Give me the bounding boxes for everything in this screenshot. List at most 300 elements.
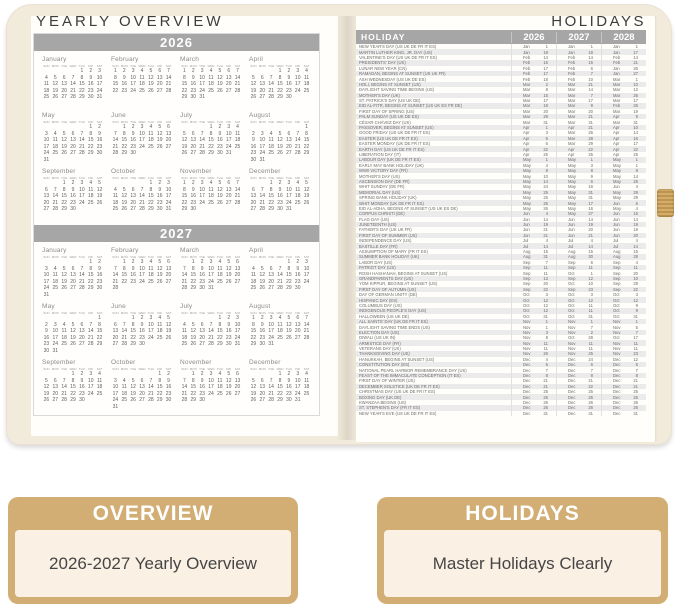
- holiday-date: Sep 13: [511, 276, 556, 281]
- holiday-name: DAYLIGHT SAVING TIME BEGINS (US): [359, 87, 435, 93]
- weekday-header: SUN MON TUE WED THU FRI SAT: [112, 120, 172, 124]
- holiday-date: Oct 12: [601, 297, 646, 302]
- month-december-2027: [249, 358, 311, 414]
- day-grid: 1 2 3 4 5 6 7 8 9 10 11 12 13 14 15 16 17 18 19 20 21 22 23 24 25 26 27 28 29 30 31: [181, 315, 241, 348]
- holiday-date: Jun 14: [511, 217, 556, 222]
- holiday-date: Dec 26: [511, 405, 556, 410]
- holiday-date: Apr 16: [601, 136, 646, 141]
- holiday-date: Feb 17: [511, 71, 556, 76]
- holiday-name: EID AL-ADHA, BEGINS AT SUNSET (US UK ES DE): [359, 205, 458, 211]
- holiday-date: May 8: [556, 168, 601, 173]
- holiday-date: Mar 19: [511, 103, 556, 108]
- holiday-date: Oct 9: [601, 303, 646, 308]
- day-grid: 1 2 3 4 5 6 7 8 9 10 11 12 13 14 15 16 17 18 19 20 21 22 23 24 25 26 27 28: [112, 259, 172, 292]
- holiday-date: Dec 21: [601, 378, 646, 383]
- day-grid: 1 2 3 4 5 6 7 8 9 10 11 12 13 14 15 16 17 18 19 20 21 22 23 24 25 26 27 28 29 30: [112, 315, 172, 348]
- holiday-date: Feb 6: [556, 66, 601, 71]
- holiday-date: May 1: [601, 163, 646, 168]
- holiday-date: Mar 17: [601, 98, 646, 103]
- holiday-date: Dec 26: [556, 405, 601, 410]
- holiday-date: Jan 27: [601, 71, 646, 76]
- weekday-header: SUN MON TUE WED THU FRI SAT: [112, 176, 172, 180]
- holiday-date: Nov 7: [601, 330, 646, 335]
- weekday-header: SUN MON TUE WED THU FRI SAT: [181, 311, 241, 315]
- month-september-2026: [42, 167, 104, 223]
- holiday-date: Mar 1: [601, 76, 646, 81]
- month-name: October: [111, 168, 136, 175]
- holiday-date: Sep 11: [511, 265, 556, 270]
- month-january-2026: [42, 55, 104, 111]
- holiday-date: May 17: [556, 200, 601, 205]
- holiday-date: May 16: [556, 184, 601, 189]
- holiday-date: May 6: [556, 179, 601, 184]
- holiday-date: Feb 14: [511, 55, 556, 60]
- holiday-date: May 3: [556, 163, 601, 168]
- month-name: August: [249, 303, 271, 310]
- holiday-date: Jun 20: [601, 233, 646, 238]
- holiday-date: Dec 31: [601, 411, 646, 416]
- holiday-date: Jun 20: [556, 227, 601, 232]
- holiday-date: Nov 26: [511, 351, 556, 356]
- holiday-name: FIRST DAY OF SUMMER (US): [359, 232, 417, 238]
- holiday-date: Dec 26: [601, 405, 646, 410]
- holiday-date: Oct 12: [511, 297, 556, 302]
- holiday-date: Nov 5: [601, 324, 646, 329]
- holiday-name: PALM SUNDAY (US UK DE ES): [359, 114, 419, 120]
- day-grid: 1 2 3 4 5 6 7 8 9 10 11 12 13 14 15 16 17 18 19 20 21 22 23 24 25 26 27 28 29 30 31: [112, 371, 172, 410]
- month-january-2027: [42, 246, 104, 302]
- month-name: April: [249, 56, 264, 63]
- holiday-name: FIRST DAY OF WINTER (US): [359, 378, 415, 384]
- holiday-date: Nov 11: [556, 346, 601, 351]
- holiday-date: Nov 25: [556, 351, 601, 356]
- month-november-2026: [180, 167, 242, 223]
- month-march-2026: [180, 55, 242, 111]
- weekday-header: SUN MON TUE WED THU FRI SAT: [250, 367, 310, 371]
- holiday-name: CÉSAR CHÁVEZ DAY (US): [359, 119, 411, 125]
- holiday-name: MARTIN LUTHER KING, JR. DAY (US): [359, 49, 433, 55]
- holiday-date: Dec 25: [556, 389, 601, 394]
- months-grid-2027: [34, 242, 319, 416]
- holiday-name: CONSTITUTION DAY (ES): [359, 362, 410, 368]
- holiday-date: May 25: [511, 195, 556, 200]
- holiday-date: Apr 22: [601, 146, 646, 151]
- holiday-name: FIRST DAY OF AUTUMN (US): [359, 286, 416, 292]
- month-april-2027: [249, 246, 311, 302]
- holidays-feature-card: [377, 497, 668, 604]
- holiday-date: Sep 29: [601, 281, 646, 286]
- holiday-date: May 1: [601, 157, 646, 162]
- holiday-date: Jan 1: [511, 44, 556, 49]
- weekday-header: SUN MON TUE WED THU FRI SAT: [181, 255, 241, 259]
- day-grid: 1 2 3 4 5 6 7 8 9 10 11 12 13 14 15 16 17 18 19 20 21 22 23 24 25 26 27 28 29 30 31: [181, 68, 241, 101]
- holiday-date: Jun 4: [511, 211, 556, 216]
- holidays-card-header: HOLIDAYS: [465, 501, 580, 525]
- holiday-date: Mar 15: [511, 93, 556, 98]
- holiday-date: Mar 7: [556, 93, 601, 98]
- holiday-date: Oct 3: [511, 292, 556, 297]
- holiday-name: DAYLIGHT SAVING TIME ENDS (US): [359, 324, 430, 330]
- holiday-row: [356, 411, 646, 416]
- holiday-date: Mar 31: [601, 119, 646, 124]
- holiday-date: Jul 14: [556, 243, 601, 248]
- holiday-name: HANUKKAH, BEGINS AT SUNSET (US): [359, 356, 435, 362]
- holiday-date: Nov 8: [511, 335, 556, 340]
- holiday-name: SPRING BANK HOLIDAY (UK): [359, 195, 417, 201]
- holiday-date: Oct 31: [511, 314, 556, 319]
- holiday-date: Dec 6: [511, 362, 556, 367]
- holiday-date: Dec 7: [511, 367, 556, 372]
- holiday-name: GOOD FRIDAY (US UK DE FR IT ES): [359, 130, 430, 136]
- weekday-header: SUN MON TUE WED THU FRI SAT: [43, 367, 103, 371]
- holiday-name: WHIT SUNDAY (DE FR): [359, 184, 405, 190]
- holiday-name: LUNAR NEW YEAR (CN): [359, 65, 407, 71]
- holiday-date: Feb 7: [556, 71, 601, 76]
- holiday-date: Mar 19: [601, 109, 646, 114]
- holiday-date: May 29: [601, 190, 646, 195]
- holiday-name: HALLOWEEN (US UK DE): [359, 313, 410, 319]
- day-grid: 1 2 3 4 5 6 7 8 9 10 11 12 13 14 15 16 17 18 19 20 21 22 23 24 25 26 27 28 29 30: [112, 124, 172, 157]
- holiday-date: Apr 25: [511, 152, 556, 157]
- holiday-name: ST. PATRICK'S DAY (US UK DE): [359, 98, 421, 104]
- holiday-date: Jun 5: [601, 200, 646, 205]
- holiday-date: Sep 7: [511, 260, 556, 265]
- holiday-name: LABOUR DAY (UK DE FR IT ES): [359, 157, 421, 163]
- holiday-date: Dec 25: [511, 389, 556, 394]
- holiday-date: Jun 14: [601, 217, 646, 222]
- day-grid: 1 2 3 4 5 6 7 8 9 10 11 12 13 14 15 16 17 18 19 20 21 22 23 24 25 26 27 28 29 30 31: [250, 315, 310, 348]
- holiday-date: Jun 15: [601, 211, 646, 216]
- month-name: March: [180, 56, 200, 63]
- holiday-name: MOTHER'S DAY (UK): [359, 92, 400, 98]
- weekday-header: SUN MON TUE WED THU FRI SAT: [43, 311, 103, 315]
- holiday-date: Jan 19: [511, 49, 556, 54]
- weekday-header: SUN MON TUE WED THU FRI SAT: [250, 64, 310, 68]
- holiday-date: Dec 7: [601, 367, 646, 372]
- weekday-header: SUN MON TUE WED THU FRI SAT: [250, 176, 310, 180]
- holiday-date: May 31: [556, 195, 601, 200]
- holiday-date: May 4: [511, 163, 556, 168]
- holiday-date: Apr 6: [511, 141, 556, 146]
- holiday-name: EASTER (US UK DE FR IT ES): [359, 135, 418, 141]
- weekday-header: SUN MON TUE WED THU FRI SAT: [43, 120, 103, 124]
- weekday-header: SUN MON TUE WED THU FRI SAT: [112, 64, 172, 68]
- holiday-date: Sep 6: [556, 260, 601, 265]
- holiday-date: Mar 2: [511, 82, 556, 87]
- holiday-date: Oct 12: [511, 308, 556, 313]
- holiday-name: NEW YEAR'S DAY (US UK DE FR IT ES): [359, 44, 437, 50]
- month-july-2026: [180, 111, 242, 167]
- holiday-rows: [356, 44, 646, 416]
- holiday-date: Sep 22: [511, 287, 556, 292]
- holiday-date: Mar 29: [511, 114, 556, 119]
- holiday-date: Dec 6: [556, 362, 601, 367]
- holiday-name: ASH WEDNESDAY (US UK DE ES): [359, 76, 426, 82]
- overview-card-caption: 2026-2027 Yearly Overview: [15, 530, 291, 597]
- month-june-2027: [111, 302, 173, 358]
- holiday-date: Apr 3: [511, 130, 556, 135]
- day-grid: 1 2 3 4 5 6 7 8 9 10 11 12 13 14 15 16 17 18 19 20 21 22 23 24 25 26 27 28 29 30 31: [43, 259, 103, 298]
- month-may-2026: [42, 111, 104, 167]
- holiday-name: INDEPENDENCE DAY (US): [359, 238, 412, 244]
- month-july-2027: [180, 302, 242, 358]
- holiday-date: Dec 21: [511, 378, 556, 383]
- weekday-header: SUN MON TUE WED THU FRI SAT: [43, 64, 103, 68]
- holiday-name: FIRST DAY OF SPRING (US): [359, 108, 415, 114]
- holiday-date: May 16: [556, 206, 601, 211]
- holiday-date: Aug 28: [601, 254, 646, 259]
- holiday-date: Sep 11: [601, 265, 646, 270]
- holiday-date: Feb 14: [601, 55, 646, 60]
- holiday-date: Mar 29: [556, 141, 601, 146]
- holiday-date: Apr 9: [601, 114, 646, 119]
- month-august-2027: [249, 302, 311, 358]
- holiday-date: Dec 26: [556, 400, 601, 405]
- holiday-name: MOTHER'S DAY (US): [359, 173, 400, 179]
- holiday-date: Sep 11: [556, 265, 601, 270]
- holiday-date: May 1: [511, 157, 556, 162]
- day-grid: 1 2 3 4 5 6 7 8 9 10 11 12 13 14 15 16 17 18 19 20 21 22 23 24 25 26 27 28 29 30 31: [43, 315, 103, 354]
- holiday-date: Nov 3: [511, 330, 556, 335]
- month-march-2027: [180, 246, 242, 302]
- holiday-date: May 31: [556, 190, 601, 195]
- month-name: December: [249, 168, 281, 175]
- holiday-date: Apr 25: [601, 152, 646, 157]
- holiday-name: PASSOVER, BEGINS AT SUNSET (US): [359, 125, 434, 131]
- holiday-name: COLUMBUS DAY (US): [359, 302, 402, 308]
- holiday-date: Dec 12: [601, 357, 646, 362]
- month-name: September: [42, 359, 76, 366]
- weekday-header: SUN MON TUE WED THU FRI SAT: [112, 311, 172, 315]
- holiday-date: Aug 15: [556, 249, 601, 254]
- holiday-name: EARLY MAY BANK HOLIDAY (UK): [359, 162, 424, 168]
- holidays-card-caption: Master Holidays Clearly: [384, 530, 661, 597]
- holiday-name: THANKSGIVING DAY (US): [359, 351, 410, 357]
- holiday-date: Dec 21: [511, 384, 556, 389]
- holiday-name: VALENTINE'S DAY (US UK DE FR IT ES): [359, 54, 437, 60]
- holiday-date: Mar 8: [511, 87, 556, 92]
- day-grid: 1 2 3 4 5 6 7 8 9 10 11 12 13 14 15 16 17 18 19 20 21 22 23 24 25 26 27 28: [112, 68, 172, 94]
- holiday-date: Aug 31: [511, 254, 556, 259]
- holiday-date: Mar 21: [556, 82, 601, 87]
- holiday-date: Nov 1: [601, 319, 646, 324]
- holiday-date: Mar 21: [556, 114, 601, 119]
- holiday-name: ASSUMPTION OF MARY (FR IT ES): [359, 249, 428, 255]
- year-bar-2027: 2027: [34, 225, 319, 242]
- holiday-date: Sep 4: [601, 260, 646, 265]
- month-name: October: [111, 359, 136, 366]
- holiday-date: Dec 8: [601, 373, 646, 378]
- holiday-date: Sep 20: [511, 281, 556, 286]
- holiday-date: May 26: [511, 206, 556, 211]
- holiday-date: Jul 14: [511, 243, 556, 248]
- holiday-date: Jul 4: [556, 238, 601, 243]
- holiday-date: Dec 26: [511, 400, 556, 405]
- holiday-date: Jul 14: [601, 243, 646, 248]
- month-name: January: [42, 56, 67, 63]
- holiday-date: May 9: [556, 173, 601, 178]
- weekday-header: SUN MON TUE WED THU FRI SAT: [250, 120, 310, 124]
- holiday-date: Jun 19: [511, 222, 556, 227]
- month-november-2027: [180, 358, 242, 414]
- holiday-date: Feb 17: [511, 66, 556, 71]
- holiday-date: Dec 22: [556, 384, 601, 389]
- holiday-date: Jun 4: [601, 184, 646, 189]
- holiday-date: Jun 21: [511, 233, 556, 238]
- holiday-date: Apr 10: [601, 125, 646, 130]
- weekday-header: SUN MON TUE WED THU FRI SAT: [181, 176, 241, 180]
- holiday-name: ELECTION DAY (US): [359, 329, 400, 335]
- holiday-name: DIWALI (US UK IN): [359, 335, 396, 341]
- holidays-table: [356, 30, 646, 416]
- month-october-2026: [111, 167, 173, 223]
- holiday-date: May 25: [511, 200, 556, 205]
- holiday-name: DECEMBER SOLSTICE (UK DE FR IT ES): [359, 383, 440, 389]
- holiday-date: Jul 4: [601, 238, 646, 243]
- holiday-column-header: HOLIDAY: [361, 32, 406, 42]
- month-december-2026: [249, 167, 311, 223]
- holiday-date: Mar 17: [511, 98, 556, 103]
- holiday-date: Oct 3: [556, 292, 601, 297]
- overview-card-header: OVERVIEW: [92, 501, 214, 525]
- overview-feature-card: [8, 497, 298, 604]
- holiday-name: ROSH HASHANAH, BEGINS AT SUNSET (US): [359, 270, 448, 276]
- holiday-date: Oct 17: [601, 335, 646, 340]
- month-june-2026: [111, 111, 173, 167]
- holiday-date: Feb 26: [601, 103, 646, 108]
- weekday-header: SUN MON TUE WED THU FRI SAT: [181, 367, 241, 371]
- holiday-date: Nov 11: [556, 340, 601, 345]
- holiday-date: Apr 14: [601, 130, 646, 135]
- holiday-date: May 1: [556, 157, 601, 162]
- day-grid: 1 2 3 4 5 6 7 8 9 10 11 12 13 14 15 16 17 18 19 20 21 22 23 24 25 26 27 28 29 30: [250, 259, 310, 292]
- holiday-name: ARMISTICE DAY (FR): [359, 340, 401, 346]
- month-name: July: [180, 112, 193, 119]
- holiday-date: Dec 25: [601, 389, 646, 394]
- yearly-calendar: [33, 33, 320, 416]
- month-name: December: [249, 359, 281, 366]
- holiday-date: Mar 26: [601, 93, 646, 98]
- holiday-name: VETERANS DAY (US): [359, 346, 401, 352]
- holiday-name: EASTER MONDAY (UK DE FR IT ES): [359, 141, 430, 147]
- weekday-header: SUN MON TUE WED THU FRI SAT: [112, 255, 172, 259]
- holiday-date: Jun 18: [601, 227, 646, 232]
- pen-loop-elastic: [657, 189, 674, 217]
- holiday-date: Jul 4: [511, 238, 556, 243]
- weekday-header: SUN MON TUE WED THU FRI SAT: [181, 64, 241, 68]
- holiday-date: Mar 31: [556, 119, 601, 124]
- month-name: September: [42, 168, 76, 175]
- holiday-date: Mar 14: [556, 87, 601, 92]
- holiday-date: Sep 23: [556, 287, 601, 292]
- month-february-2027: [111, 246, 173, 302]
- holiday-date: Dec 31: [511, 411, 556, 416]
- holiday-name: HOLI, BEGINS AT SUNSET (US): [359, 81, 421, 87]
- month-april-2026: [249, 55, 311, 111]
- holiday-name: LABOR DAY (US): [359, 259, 393, 265]
- holiday-date: Nov 11: [511, 340, 556, 345]
- day-grid: 1 2 3 4 5 6 7 8 9 10 11 12 13 14 15 16 17 18 19 20 21 22 23 24 25 26 27 28 29 30: [181, 371, 241, 404]
- holiday-date: May 29: [601, 195, 646, 200]
- holiday-date: Apr 5: [511, 136, 556, 141]
- month-name: June: [111, 303, 126, 310]
- holiday-date: May 25: [511, 190, 556, 195]
- month-name: May: [42, 303, 55, 310]
- holiday-date: Mar 31: [511, 119, 556, 124]
- holiday-date: Nov 11: [601, 340, 646, 345]
- holiday-date: Nov 11: [511, 346, 556, 351]
- holiday-date: Oct 3: [601, 292, 646, 297]
- holiday-name: DAY OF GERMAN UNITY (DE): [359, 292, 418, 298]
- month-name: May: [42, 112, 55, 119]
- holiday-date: Mar 12: [601, 87, 646, 92]
- holiday-date: Mar 9: [556, 103, 601, 108]
- holiday-date: Oct 12: [511, 303, 556, 308]
- holiday-name: BOXING DAY (UK DE): [359, 394, 402, 400]
- holiday-name: ASCENSION DAY (DE FR): [359, 178, 410, 184]
- year-column-2026: 2026: [511, 32, 556, 43]
- holiday-date: Dec 26: [511, 394, 556, 399]
- holiday-date: Dec 8: [511, 373, 556, 378]
- holiday-date: Nov 7: [556, 324, 601, 329]
- holiday-date: Oct 28: [556, 335, 601, 340]
- holiday-date: Feb 15: [556, 60, 601, 65]
- holiday-name: EID AL-FITR, BEGINS AT SUNSET (US UK ES FR DE): [359, 103, 463, 109]
- month-name: November: [180, 359, 212, 366]
- holiday-date: Dec 4: [511, 357, 556, 362]
- holiday-date: Feb 14: [556, 55, 601, 60]
- holiday-date: May 25: [601, 179, 646, 184]
- month-name: April: [249, 247, 264, 254]
- day-grid: 1 2 3 4 5 6 7 8 9 10 11 12 13 14 15 16 17 18 19 20 21 22 23 24 25 26 27 28 29 30 31: [112, 180, 172, 213]
- holiday-date: May 10: [511, 173, 556, 178]
- holiday-date: Dec 26: [556, 394, 601, 399]
- holiday-name: INDIGENOUS PEOPLE'S DAY (US): [359, 308, 427, 314]
- holiday-name: RAMADAN, BEGINS AT SUNSET (US UK FR): [359, 71, 446, 77]
- year-bar-2026: 2026: [34, 34, 319, 51]
- month-name: August: [249, 112, 271, 119]
- holiday-date: Jan 1: [601, 44, 646, 49]
- year-column-2028: 2028: [601, 32, 646, 43]
- holiday-name: MEMORIAL DAY (US): [359, 189, 401, 195]
- holiday-name: ALL SAINTS' DAY (UK DE FR IT ES): [359, 319, 428, 325]
- holiday-date: Mar 26: [556, 130, 601, 135]
- weekday-header: SUN MON TUE WED THU FRI SAT: [112, 367, 172, 371]
- holiday-date: Dec 26: [601, 400, 646, 405]
- holiday-date: Apr 25: [556, 152, 601, 157]
- weekday-header: SUN MON TUE WED THU FRI SAT: [43, 255, 103, 259]
- holiday-date: Jan 18: [556, 49, 601, 54]
- holiday-date: Nov 1: [511, 319, 556, 324]
- weekday-header: SUN MON TUE WED THU FRI SAT: [43, 176, 103, 180]
- holiday-name: SUMMER BANK HOLIDAY (UK): [359, 254, 420, 260]
- holiday-name: BASTILLE DAY (FR): [359, 243, 398, 249]
- holiday-date: Nov 2: [556, 330, 601, 335]
- holidays-title: HOLIDAYS: [551, 13, 646, 30]
- holiday-date: Oct 11: [556, 303, 601, 308]
- weekday-header: SUN MON TUE WED THU FRI SAT: [250, 255, 310, 259]
- holiday-date: Sep 10: [601, 276, 646, 281]
- holiday-date: Jun 21: [511, 227, 556, 232]
- holiday-date: Apr 1: [511, 125, 556, 130]
- month-october-2027: [111, 358, 173, 414]
- holiday-date: Jan 26: [601, 66, 646, 71]
- holiday-date: Mar 10: [601, 82, 646, 87]
- holiday-name: FEAST OF THE IMMACULATE CONCEPTION (IT ES): [359, 373, 461, 379]
- holiday-name: KWANZAA BEGINS (US): [359, 399, 407, 405]
- month-name: June: [111, 112, 126, 119]
- holiday-date: Apr 22: [511, 146, 556, 151]
